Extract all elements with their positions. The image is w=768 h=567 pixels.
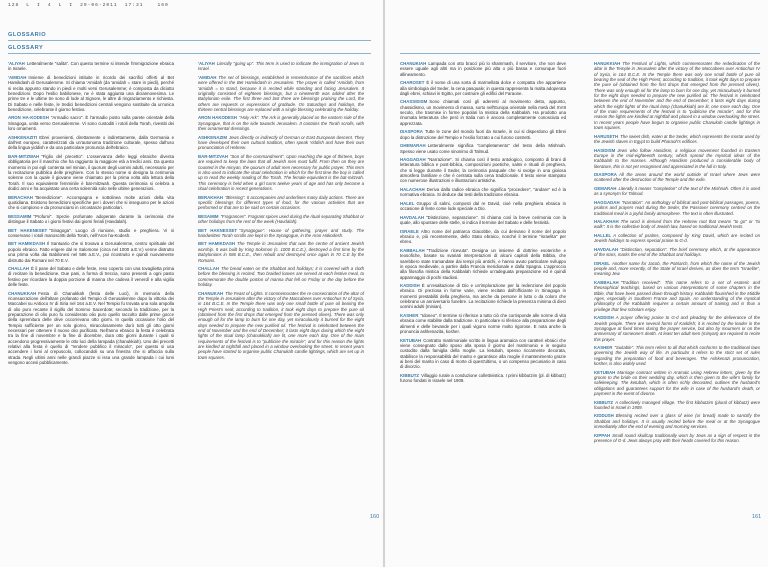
title-divider <box>8 53 371 54</box>
glossary-term: KIBBUTZ <box>400 372 420 378</box>
glossary-entry <box>400 129 566 140</box>
book-spine <box>383 0 385 567</box>
glossary-entry <box>8 75 174 112</box>
glossary-term: ISRAEL <box>594 260 610 266</box>
glossary-entry <box>400 61 566 77</box>
glossary-term: DIASPORA <box>400 129 423 135</box>
glossary-entry <box>400 215 566 226</box>
glossary-term: HAGGADAH <box>594 199 620 205</box>
glossary-entry <box>8 266 174 287</box>
left-column-english <box>198 61 364 363</box>
glossary-term: GHEMARAH <box>400 143 426 149</box>
glossary-definition: Literally it means "completion" of the text of the Mishnah. Often it is used as a synonym for Talmud. <box>594 185 760 197</box>
glossary-entry <box>594 186 760 197</box>
glossary-entry <box>594 413 760 429</box>
glossary-term: KETUBAH <box>400 337 422 343</box>
glossary-entry <box>594 315 760 342</box>
glossary-definition: Small round skullcap traditionally worn by Jews as a sign of respect in the presence of G-d. Jews always pray with their heads covered for this reason. <box>594 432 760 443</box>
glossary-entry <box>400 338 566 370</box>
glossary-entry <box>8 195 174 211</box>
glossary-entry <box>400 143 566 154</box>
header-token: I <box>37 3 41 8</box>
glossary-entry <box>594 370 760 397</box>
glossary-definition: A collectively managed village. The first kibbutzim (plural of kibbutz) were founded in Israel in 1909. <box>594 399 760 410</box>
header-token: L <box>26 3 31 8</box>
glossary-definition: "Tradition received". This name refers to a set of esoteric and theosophical teachings, based on various interpretations of some chapters in the Bible, that have been passed down through history. Kabbalah flourished in the Middle Ages, especially in Southern France and Spain. An understanding of the mystical philosophy of the Kabbalah requires a certain amount of training and is thus a privilege that few scholars enjoy. <box>594 279 760 312</box>
page-number-left: 160 <box>370 514 380 520</box>
header-token: 29-06-2011 <box>80 3 118 8</box>
glossary-entry <box>594 172 760 183</box>
glossary-term: BERAKHAH <box>198 194 223 200</box>
glossary-term: 'AMIDAH <box>198 74 217 80</box>
glossary-entry <box>198 115 364 131</box>
glossary-definition: "Benedizione". Accompagna e sottolinea molte azioni della vita quotidiana. Esistono benedizioni specifiche per i doveri che si inseguono per le azioni che si compiono e da pronunciarsi in circostanze particolari. <box>8 194 174 211</box>
glossary-term: KIPPAH <box>594 432 611 438</box>
glossary-entry <box>400 201 566 212</box>
glossary-term: 'AMIDAH <box>8 74 27 80</box>
glossary-definition: Ebrei provenienti, direttamente o indirettamente, dalla Germania e dall'est europeo, caratterizzati da un'autonoma tradizione culturale, spesso dall'uso della lingua yiddish e da una particolare pronuncia dell'ebraico. <box>8 134 174 151</box>
header-token: I <box>69 3 74 8</box>
glossary-definition: The sweet dish, eaten at the Seder, which represents the mortar used by the Jewish slaves in Egypt to build Pharaoh's edifices. <box>594 133 760 144</box>
glossary-definition: Sono chiamati così gli aderenti al movimento detto, appunto, chassidismo, un movimento di massa, sorto nell'Europa orientale nella metà del XVIII secolo, che trasmise in forme popolari la mistica della Kabbalah. Ha prodotto una rinomata letteratura che però in Italia non è ancora completamente conosciuta ed apprezzata. <box>400 99 566 126</box>
glossary-term: HALACHAH <box>400 187 425 192</box>
glossary-term: ARON HAKODESH <box>198 115 237 121</box>
glossary-term: ISRAELE <box>400 228 419 234</box>
glossary-definition: "Sinagoga". Luogo di riunione, studio e preghiera. Vi si conservano i rotoli manoscritti della Torah, nell'Aron ha-Kodesh. <box>8 227 175 238</box>
glossary-term: KASHER <box>400 313 419 318</box>
glossary-term: ARON HA-KODESH <box>8 115 49 121</box>
glossary-entry <box>594 433 760 444</box>
glossary-definition: Festa di Chanukkah (festa delle Luci), in memoria della riconsacrazione dell'altare profanato del Tempio di Gerusalemme dopo la vittoria dei Maccabei su Antioco IV di Siria nel 164 a.E.V. Nel Tempio fu trovata una sola ampolla di olio puro recante il sigillo del Sommo Sacerdote; secondo la tradizione, per la preparazione di olio puro fu considerato olio puro quello raccolto dalle prime gocce della spremitura delle olive occorrevano otto giorni. In quella occasione l'olio del Tempio sufficiente per un solo giorno, miracolosamente durò tutti gli otto giorni necessari per ottenere il nuovo olio purificato. Nell'anno ebraico la festa è celebrata tra la fine di novembre e la fine di dicembre, dura otto giorni durante i quali si accendono progressivamente le otto luci della lampada (chanukkiah). Uno dei precetti relativi alla festa è quello di "rendere pubblico il miracolo", per questo si usa accendere i lumi al crepuscolo, collocandoli su una finestra che si affaccia sulla strada. Negli ultimi anni nelle grandi piazze si issa una grande lampada i cui lumi vengono accesi pubblicamente. <box>8 290 174 366</box>
glossary-term: BESSAMIM <box>8 213 32 219</box>
glossary-definition: Insieme di benedizioni istituite in ricordo dei sacrifici offerti al Bet Hamikdash di Gerusalemme. Si chiama 'Amidah (da 'amidah = stare in piedi), perché si recita appunto stando in piedi e molti versi Gerusalemme; è composta da diciotto benedizioni. Dopo l'esilio babilonese, ne è stata aggiunta una diciannovesima. Le prime tre e le ultime tre sono di lode al Signore, le altre di ringraziamento e richiesta. Di Sabato e nelle feste, le tredici benedizioni centrali vengono sostituite da un'unica benedizione, celebrante il giorno festivo. <box>8 74 174 112</box>
glossary-definition: "Distinzione, separazione". Si chiama così la breve cerimonia con la quale, allo spuntare delle stelle, si indica il termine del Sabato e delle festività. <box>400 214 566 226</box>
glossary-definition: "Idoneo". Il termine si riferisce a tutto ciò che corrisponde alle norme di vita ebraica come stabilite dalla tradizione. In particolare si riferisce alla preparazione degli alimenti e delle bevande per i quali vigono norme molto rigorose. E nota anche la pronuncia ashkenazita, kosher. <box>400 313 566 335</box>
glossary-entry <box>594 247 760 258</box>
glossary-entry <box>594 233 760 244</box>
glossary-definition: "Fragrances". Fragrant spices used during the ritual separating Shabbat or other holidays from the rest of the week (Havdalah). <box>198 213 364 225</box>
glossary-definition: The bread eaten on the Shabbat and holidays; it is covered with a cloth before the blessing is recited. Two braided loaves are served at each festive meal, to commemorate the double portion of manna that fell on Friday or the day before the holiday. <box>198 266 364 288</box>
glossary-term: KADDISH <box>400 283 420 289</box>
glossary-entry <box>198 154 364 191</box>
glossary-entry <box>198 241 364 262</box>
glossary-entry <box>594 280 760 312</box>
glossary-definition: È un'esaltazione di Dio e un'implorazione per la redenzione del popolo ebraico. Di preziosa in forme varie, viene recitato dall'officiante in Sinagoga in momenti prestabiliti della preghiera, ma anche da persone in lutto o da coloro che celebrano un anniversario funebre. La recitazione richiede la presenza minima di dieci uomini adulti (minian). <box>400 283 566 310</box>
glossary-definition: "Blessing". It accompanies and underlines many daily actions. There are specific blessings for different types of food, for the various activities that are performed or that are to be said on certain occasions. <box>198 194 364 211</box>
glossary-term: HALEL <box>400 200 415 206</box>
glossary-entry <box>8 135 174 151</box>
glossary-entry <box>198 135 364 151</box>
glossary-entry <box>400 157 566 184</box>
glossary-entry <box>400 373 566 384</box>
glossary-definition: Altro nome del patriarca Giacobbe, da cui derivano il nome del popolo ebraico e, più recentemente, dello Stato ebraico, nonché il termine "israelita" per ebreo. <box>400 228 566 245</box>
glossary-entry <box>8 154 174 191</box>
glossary-entry <box>594 345 760 366</box>
glossary-definition: "Armadio sacro". È l'armadio posto sulla parete orientale della Sinagoga, unita verso Gerusalemme. Vi sono custoditi i rotoli della Torah, rivestiti dei loro ornamenti. <box>8 115 174 132</box>
glossary-term: CHANUKIAH <box>400 61 427 66</box>
glossary-definition: Blessing recited over a glass of wine (or bread) made to sanctify the Shabbat and holidays. It is usually recited before the meal or at the Synagogue immediately after the end of evening and morning services. <box>594 413 760 430</box>
glossary-title-en: GLOSSARY <box>8 45 44 51</box>
glossary-term: KASHER <box>594 345 613 351</box>
glossary-definition: Lampada con otto bracci più lo shammash, il servitore, che non deve essere uguale agli altri ma in posizione più alta o più bassa e comunque fuori allineamento. <box>400 61 566 77</box>
glossary-entry <box>8 115 174 131</box>
glossary-definition: "Tradizione ricevuta". Designa un insieme di dottrine esoteriche e teosofiche, basate su svariati interpretazioni di alcuni capitoli della Bibbia, che sarebbero state tramandate dai tempi più antichi, e hanno avuto particolare sviluppo in epoca medievale, a partire dalla Francia meridionale e dalla Spagna. L'approccio alla filosofia mistica della Kabbalah richiede un'adeguata preparazione ed è quindi appannaggio di pochi studiosi. <box>400 247 566 280</box>
left-column-italian <box>8 61 174 369</box>
glossary-definition: "Suitable". This term refers to all that which conforms to the traditional laws governing the Jewish way of life. In particular it refers to the strict set of rules regarding the preparation of food and beverages. The Ashkenazi pronunciation, kosher, is also widely used. <box>594 345 760 367</box>
glossary-term: CHALLAH <box>198 266 219 272</box>
glossary-definition: "Synagogue". House of gathering, prayer and study. The handwritten Torah scrolls are kept in the Synagogue, in the Aron Hakodesh. <box>198 227 365 238</box>
glossary-entry <box>594 134 760 145</box>
header-token: 160 <box>157 3 169 8</box>
glossary-definition: Il Santuario che si trovava a Gerusalemme, centro spirituale del popolo ebraico. Fatto erigere dal re Salomone (circa nel 1000 a.E.V.) venne distrutto una prima volta dai Babilonesi nel 586 a.E.V., poi ricostruito e quindi nuovamente distrutto dai Romani nel 70 E.V. <box>8 241 174 263</box>
title-divider <box>8 40 371 41</box>
glossary-term: KABBALAH <box>400 247 425 253</box>
header-token: L <box>58 3 63 8</box>
glossary-entry <box>594 200 760 216</box>
glossary-entry <box>198 75 364 112</box>
glossary-definition: The Feast of Lights. It commemorates the re-consecration of the altar of the Temple in Jerusalem after the victory of the Maccabees over Antiochus IV of Syria, in 164 B.C.E. In the Temple there was only one small bottle of pure oil bearing the High Priest's seal; according to tradition, it took eight days to prepare the pure oil (obtained from the first drops that emerged from the pressed olives). There was only enough oil for the lamp to burn for one day, yet miraculously it burned for the eight days needed to prepare the new purified oil. The festival is celebrated between the end of November and the end of December; it lasts eight days during which the eight lights of the ritual lamp (chanukkiah) are lit, one more each day. One of the main requirements of the festival is to "publicise the miracle", and for this reason the lights are kindled at nightfall and placed in a window overlooking the street. In recent years people have started to organise public Chanukah candle lightings, which are set up in town squares. <box>198 290 364 360</box>
glossary-definition: The Temple in Jerusalem that was the centre of ancient Jewish worship. It was built by King Solomon (c. 1000 B.C.E.), destroyed a first time by the Babylonians in 586 B.C.E., then rebuilt and destroyed once again in 70 C.E by the Romans. <box>198 241 364 263</box>
glossary-definition: A collection of psalms, composed by King David, which are recited on Jewish holidays to express special praise to G-d. <box>594 232 760 244</box>
glossary-entry <box>198 61 364 72</box>
glossary-entry <box>400 313 566 334</box>
glossary-entry <box>594 261 760 277</box>
glossary-entry <box>198 195 364 211</box>
glossary-term: KIDDUSH <box>594 413 614 419</box>
glossary-term: BESAMIM <box>198 213 219 219</box>
glossary-term: CHAROSET <box>400 80 425 86</box>
glossary-entry <box>8 214 174 225</box>
glossary-definition: Marriage contract written in Aramaic using Hebrew letters, given by the groom to the bride on their wedding day, which is then given to the wife's family for safekeeping. The ketubah, which is often richly decorated, outlines the husband's obligations and guarantees support for the wife in case of the husband's death, or payment in the event of divorce. <box>594 369 760 396</box>
glossary-definition: Literally "going up". This term is used to indicate the immigration of Jews to Israel. <box>198 61 364 72</box>
glossary-definition: "Holy Ark". The Ark is generally placed on the eastern side of the Synagogue, that is on the side towards Jerusalem. It contains the Torah scrolls, with their ornamental dressings. <box>198 115 364 132</box>
glossary-definition: Jews directly or indirectly of German or East European descent. They have developed their own cultural tradition, often speak Yiddish and have their own pronunciation of Hebrew. <box>198 134 364 151</box>
glossary-definition: The set of blessings, established in remembrance of the sacrifices which were offered in the Bet Hamikdash in Jerusalem. The prayer is called 'Amidah, from 'amidah = to stand, because it is recited while standing and facing Jerusalem. It originally consisted of eighteen blessings, but a nineteenth was added after the Babylonian exile. The first three and last three are blessings praising the Lord, the others are requests or expressions of gratitude. On Saturdays and holidays, the thirteen central blessings are replaced with a single blessing celebrating the holiday. <box>198 74 364 112</box>
right-column-italian <box>400 61 566 387</box>
header-token: 128 <box>8 3 20 8</box>
glossary-entry <box>198 228 364 239</box>
glossary-entry <box>400 283 566 310</box>
glossary-entry <box>8 291 174 366</box>
glossary-term: CHANUKKAH <box>8 290 37 296</box>
header-token: 17:31 <box>124 3 144 8</box>
glossary-entry <box>594 400 760 411</box>
glossary-definition: Letteralmente significa "completamento" del testo della Mishnah. Spesso viene usato come sinonimo di Talmud. <box>400 143 566 154</box>
glossary-title-it: GLOSSARIO <box>8 32 47 38</box>
glossary-entry <box>594 61 760 130</box>
glossary-entry <box>198 291 364 360</box>
glossary-definition: È il pane del Sabato e delle feste, reso coperto con una tovaglietta prima di recitare la benedizione. Due pani, a forma di treccia, sono presenti a ogni pasto festivo per ricordare la doppia porzione di manna che cadeva il venerdì e alla vigilia delle feste. <box>8 266 174 288</box>
glossary-definition: Contratto matrimoniale scritto in lingua aramaica con caratteri ebraici che viene consegnato dallo sposo alla sposa il giorno del matrimonio e in seguito custodito dalla famiglia della moglie. La ketubah, spesso riccamente decorata, stabilisce la responsabilità del marito e garantisce alla moglie il mantenimento grazie ai beni del marito in caso di morte di quest'ultimo, o un compenso pecuniario in caso di divorzio. <box>400 337 566 370</box>
glossary-entry <box>400 99 566 126</box>
glossary-definition: Jews who follow Hasidism, a religious movement founded in Eastern Europe in the mid-eighteenth century, which spread the mystical ideas of the Kabbalah to the masses. Although Hasidism produced a considerable body of literature, this is not yet recognised and appreciated in the full in Italy. <box>594 147 760 169</box>
glossary-term: 'ALIYAH <box>8 61 25 66</box>
glossary-entry <box>8 61 174 72</box>
glossary-term: ASHKENAZITI <box>8 134 38 140</box>
glossary-term: CHANUKAH <box>198 290 224 296</box>
glossary-definition: "Figlio del precetto". L'osservanza delle leggi ebraiche diventa obbligatoria per il maschio che ha raggiunto la maggiore età a tredici anni. Da questo momento in poi egli contenta nel minian, il quorum degli uomini adulti, necessario per la recitazione pubblica delle preghiere. Con lo stesso nome si designa la cerimonia solenne con la quale il giovane viene chiamato per la prima volta alla lettura della Torah. Il suo equivalente femminile è bat-mitzwah. Questa cerimonia si celebra a dodici anni e ha acquistato una certa solennità solo nelle ultime generazioni. <box>8 153 174 191</box>
page-number-right: 161 <box>752 514 762 520</box>
glossary-definition: Tutte le zone del mondo fuori da Israele, in cui si disperdono gli Ebrei dopo la distruzione del Tempio e l'esilio forzato a cui furono costretti. <box>400 129 566 140</box>
title-divider <box>400 53 760 54</box>
glossary-definition: All the areas around the world outside of Israel where Jews were scattered after the destruction of the Temple and the exile. <box>594 172 760 183</box>
glossary-entry <box>400 80 566 96</box>
glossary-term: HAGGADAH <box>400 157 426 163</box>
glossary-term: CHALLAH <box>8 266 29 272</box>
glossary-definition: Villaggio rurale a conduzione collettivistica. I primi kibbutzim (pl. di kibbutz) furono fondati in Israele nel 1909. <box>400 372 566 384</box>
glossary-term: GEMARAH <box>594 185 617 191</box>
glossary-term: CHASSIDISM <box>400 99 428 105</box>
glossary-term: HASIDISM <box>594 147 616 153</box>
glossary-term: 'ALIYAH <box>198 61 215 66</box>
glossary-definition: Another name for Jacob, the Patriarch, from which the name of the Jewish people and, more recently, of the State of Israel derives, as does the term "Israelite", meaning Jew. <box>594 260 760 277</box>
glossary-definition: The word is derived from the Hebrew root that means "to go" or "to walk". It is the collective body of Jewish law, based on traditional Jewish texts. <box>594 219 760 230</box>
glossary-term: BET HAKNESSET <box>198 227 238 233</box>
glossary-definition: Deriva dalla radice ebraica che significa "procedere", "andare" ed è la normativa ebraica. Si deduce dai testi della tradizione ebraica. <box>400 187 566 198</box>
print-header <box>8 3 176 8</box>
glossary-definition: "Son of the commandment". Upon reaching the age of thirteen, boys are required to keep the laws that all Jewish men must fulfil. From then on they are counted in the minyan, the quorum of adult men necessary for public prayer. This term is also used to indicate the ritual celebration in which for the first time the boy is called up to read the weekly reading of the Torah. The female equivalent is the bat-mitzvah. This ceremony is held when a girl turns twelve years of age and has only become a ritual celebration in recent generations. <box>198 153 364 191</box>
glossary-entry <box>594 148 760 169</box>
glossary-term: HANUKKIAH <box>594 61 621 66</box>
glossary-term: BET HAMIKDASH <box>8 241 45 247</box>
glossary-term: HAVDALAH <box>400 214 425 220</box>
glossary-term: BAR-MITZVAH <box>198 153 228 159</box>
glossary-definition: A prayer offering praise to G-d and pleading for the deliverance of the Jewish people. There are several forms of Kaddish; it is recited by the leader in the Synagogue at fixed times during the prayer service, but also by mourners or on the anniversary of someone's death. At least ten adult men (minyan) are required to recite this prayer. <box>594 315 760 342</box>
header-token: 4 <box>47 3 52 8</box>
glossary-term: KIBBUTZ <box>594 399 614 405</box>
glossary-term: KETUBAH <box>594 369 616 375</box>
glossary-entry <box>400 229 566 245</box>
glossary-definition: The Festival of Lights, which commemorates the rededication of the altar in the Temple in Jerusalem after the victory of the Maccabees over Antiochus IV of Syria, in 164 B.C.E. In the Temple there was only one small bottle of pure oil bearing the seal of the High Priest; according to tradition, it took eight days to prepare the pure oil (obtained from the first drops that emerged from the pressed olives). There was only enough oil for the lamp to burn for one day, yet miraculously it burned for the eight days needed to prepare the new purified oil. The festival is celebrated between the end of November and the end of December; it lasts eight days during which the eight lights of the ritual lamp (chanukkiah) are lit, one more each day. One of the main requirements of the festival is to "publicise the miracle", and for this reason the lights are kindled at nightfall and placed in a window overlooking the street. In recent years people have begun to organise public Chanukah candle lightings in town squares. <box>594 61 760 131</box>
glossary-term: BERACHAH <box>8 194 33 200</box>
glossary-entry <box>8 241 174 262</box>
glossary-entry <box>400 248 566 280</box>
glossary-term: BAR-MITZWAH <box>8 153 40 159</box>
glossary-term: HALLEL <box>594 232 612 238</box>
glossary-entry <box>198 214 364 225</box>
glossary-entry <box>8 228 174 239</box>
glossary-definition: "Narration". An anthology of biblical and post-biblical passages, poems, psalms and prayers read during the Seder, the Passover ceremony centred on the traditional meal in a joyful family atmosphere. The text is often illustrated. <box>594 199 760 216</box>
glossary-term: KADDISH <box>594 315 614 321</box>
glossary-term: ASHKENAZIM <box>198 134 227 140</box>
glossary-term: BET HAKENESET <box>8 227 48 233</box>
glossary-term: HALAKHAH <box>594 219 619 225</box>
glossary-entry <box>594 219 760 230</box>
glossary-definition: Letteralmente "salita". Con questo termine si intende l'immigrazione ebraica in Israele. <box>8 61 174 72</box>
glossary-entry <box>400 187 566 198</box>
glossary-term: HARUSETH <box>594 133 619 139</box>
glossary-definition: "Narrazione". Si chiama così il testo antologico, composto di brani di letteratura biblica e post-biblica, composizioni poetiche, salmi e rituali di preghiera, che si legge durante il Seder, la cerimonia pasquale che si svolge in una gioiosa atmosfera familiare e che è centrata sulla cena tradizionale. Il testo viene stampato con numerose illustrazioni e illustrazioni artistiche. <box>400 157 566 184</box>
glossary-entry <box>198 266 364 287</box>
glossary-definition: "Profumi". Spezie profumate adoperate durante la cerimonia che distingue il Sabato o i giorni festivi dai giorni feriali (Havdalah). <box>8 213 174 225</box>
right-column-english <box>594 61 760 447</box>
glossary-definition: Gruppo di salmi, composti dal re David, cioè nella preghiera ebraica in occasione di feste come lode speciale a Dio. <box>400 200 566 212</box>
glossary-term: KABBALAH <box>594 279 619 285</box>
glossary-definition: È il nome di una sorta di marmellata dolce e compatta che appartiene alla simbologia del Seder, la cena pasquale; in questa rappresenta la malta adoperata dagli ebrei, schiavi in Egitto, per costruire gli edifici del Faraone. <box>400 80 566 96</box>
glossary-term: HAVDALAH <box>594 246 619 252</box>
glossary-definition: "Distinction, separation". The brief ceremony which, at the appearance of the stars, marks the end of the Shabbat and holidays. <box>594 246 760 258</box>
glossary-term: DIASPORA <box>594 172 617 178</box>
glossary-term: BET HAMIKDASH <box>198 241 236 247</box>
